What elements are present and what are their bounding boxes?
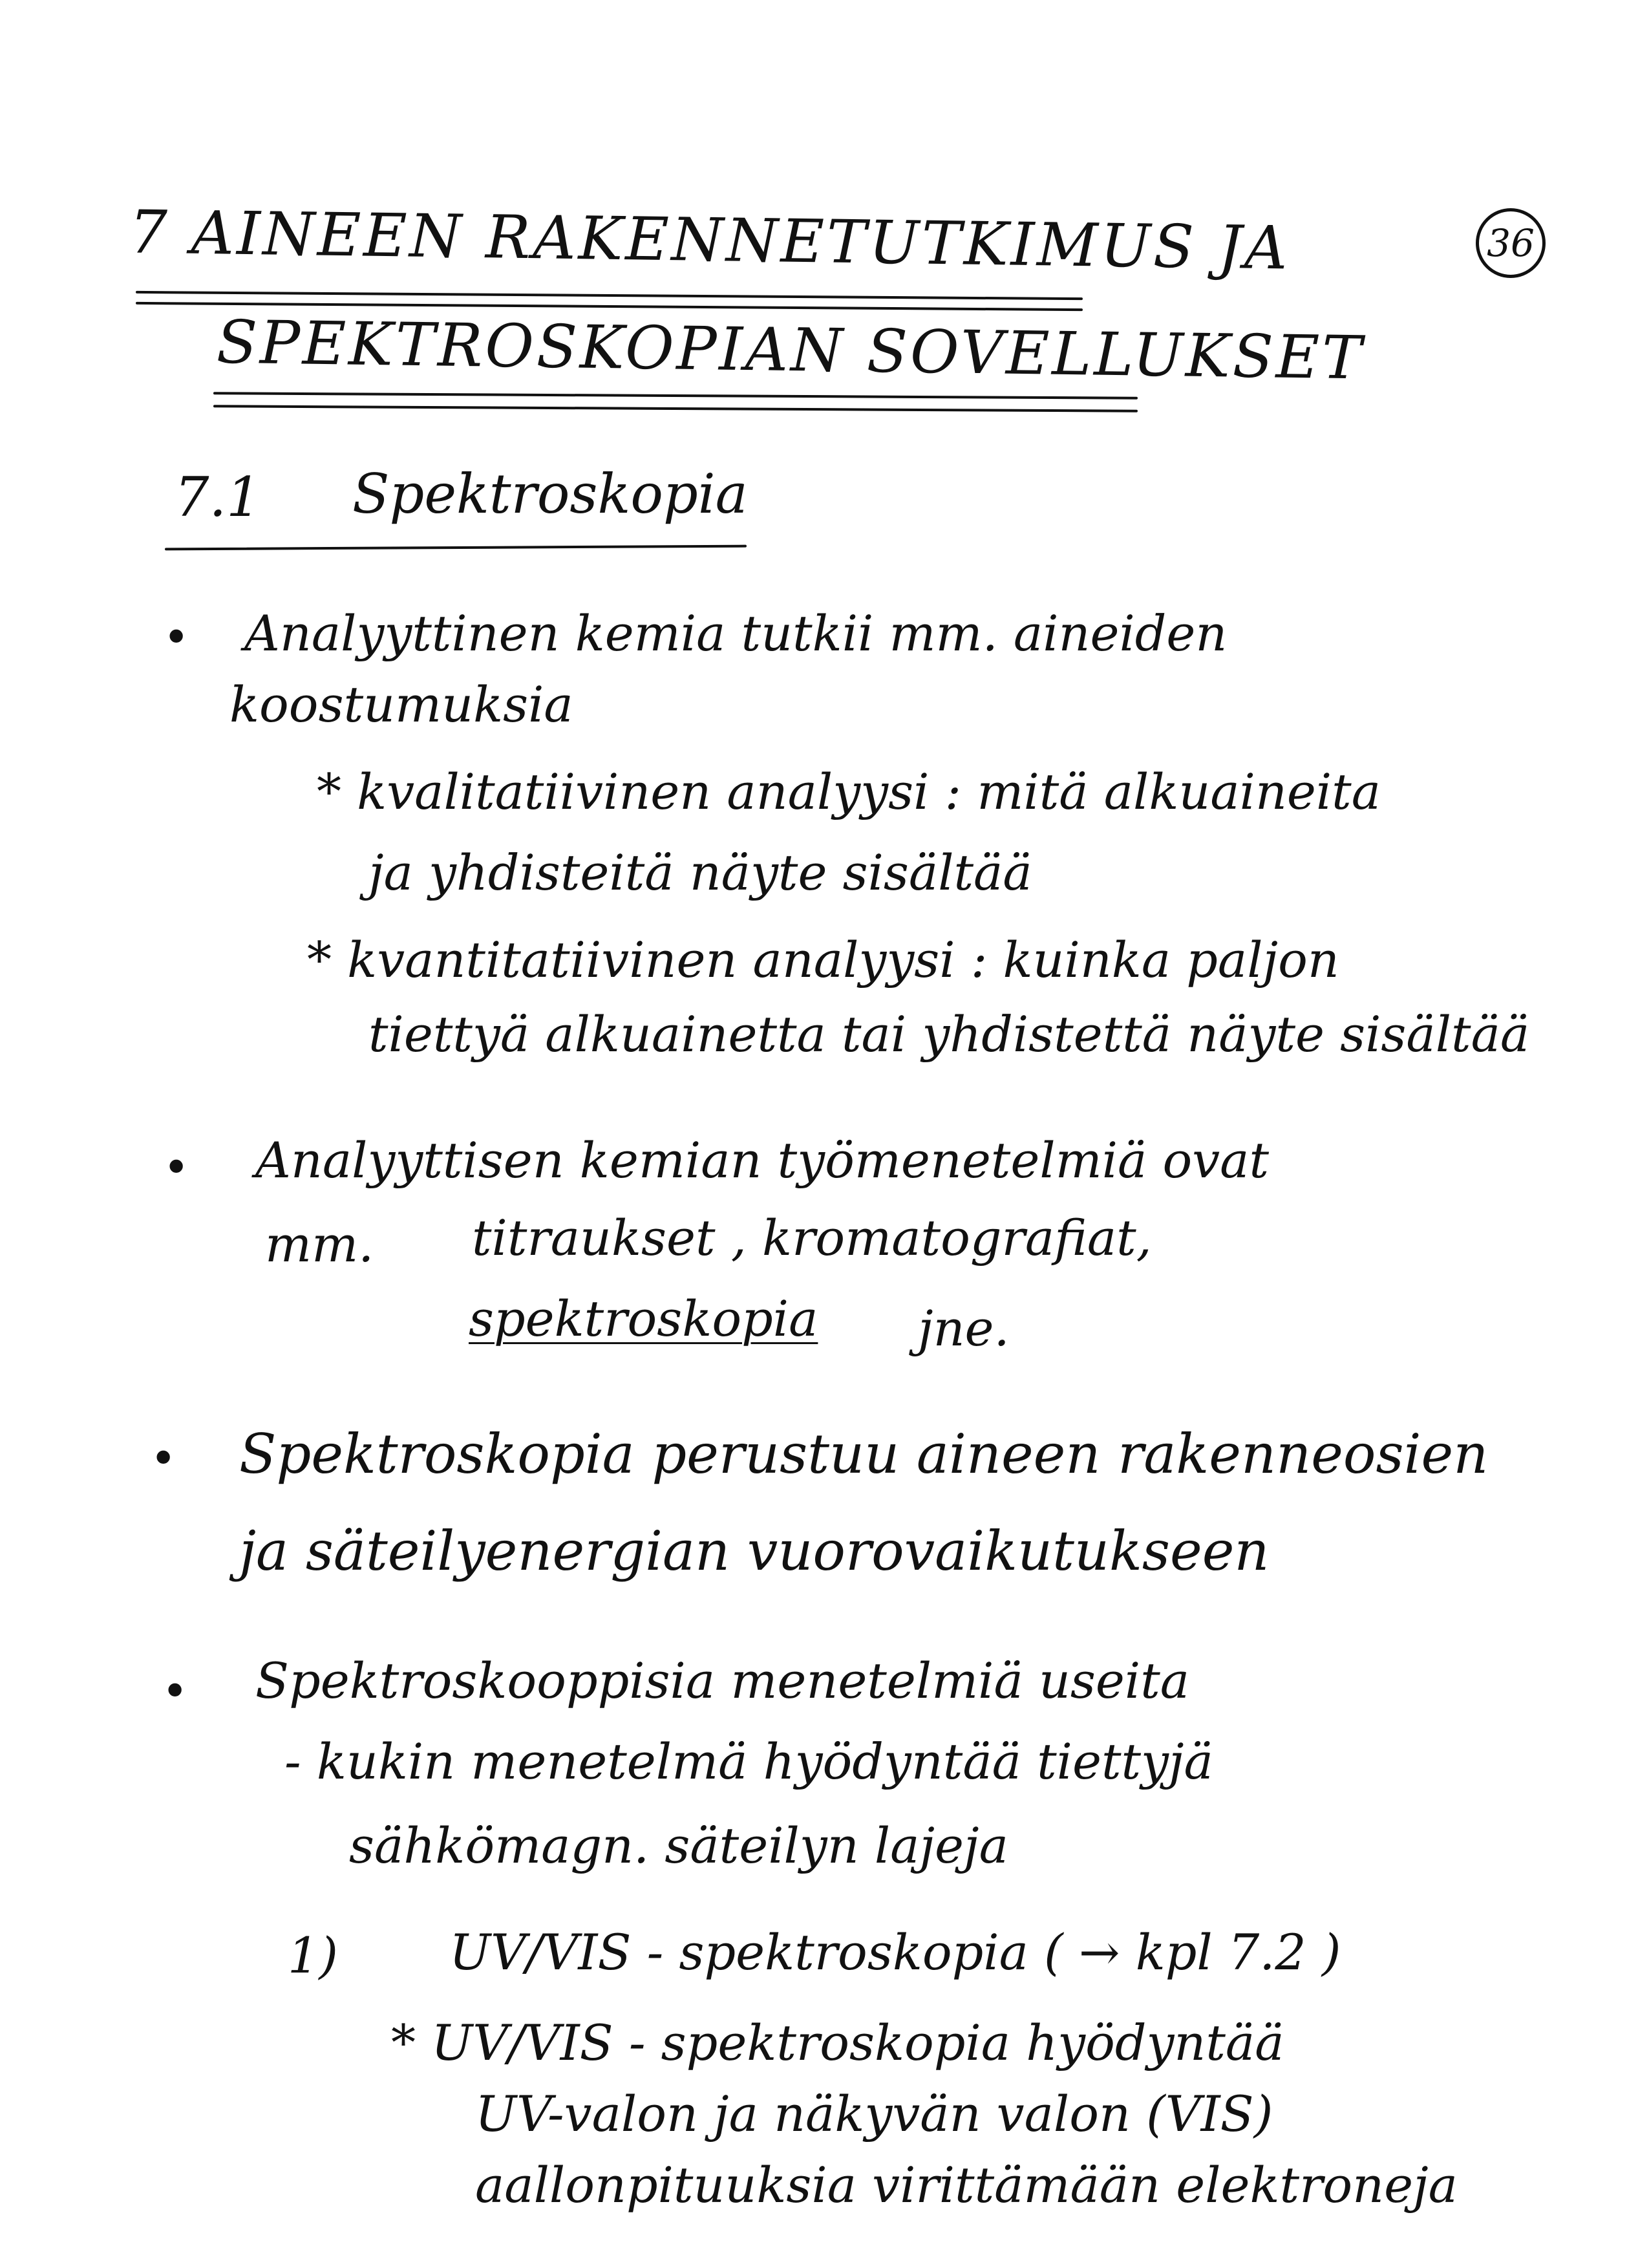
b3-line2: ja säteilyenergian vuorovaikutukseen: [239, 1519, 1270, 1583]
b2-line1: Analyyttisen kemian työmenetelmiä ovat: [255, 1131, 1270, 1189]
section-number: 7.1: [175, 465, 261, 529]
bullet-2: •: [163, 1141, 190, 1194]
bullet-4: •: [162, 1665, 189, 1718]
b4-item-number: 1): [288, 1927, 339, 1984]
b2-line2-text: titraukset , kromatografiat,: [472, 1209, 1152, 1267]
b1-line1: Analyyttinen kemia tutkii mm. aineiden: [244, 604, 1228, 662]
b2-line3-etc: jne.: [918, 1300, 1010, 1357]
b2-line3-spectroscopy: spektroskopia: [469, 1290, 818, 1347]
b4-star-line3: aallonpituuksia virittämään elektroneja: [475, 2156, 1458, 2214]
chapter-underline-1a: [136, 291, 1083, 300]
b1-sub1-line1: * kvalitatiivinen analyysi : mitä alkuaineita: [317, 763, 1381, 820]
bullet-1: •: [163, 611, 190, 664]
page-number-badge: 36: [1476, 208, 1546, 278]
chapter-underline-2b: [213, 405, 1138, 412]
b2-line2-mm: mm.: [265, 1215, 374, 1273]
bullet-3: •: [150, 1432, 177, 1485]
b1-line2: koostumuksia: [229, 676, 573, 733]
b4-line1: Spektroskooppisia menetelmiä useita: [255, 1652, 1190, 1709]
b1-sub2-line1: * kvantitatiivinen analyysi : kuinka paljon: [307, 931, 1339, 989]
b4-dash-line2: sähkömagn. säteilyn lajeja: [349, 1817, 1008, 1874]
b1-sub2-line2: tiettyä alkuainetta tai yhdistettä näyte sisältää: [368, 1005, 1530, 1063]
chapter-title-line1: 7 AINEEN RAKENNETUTKIMUS JA: [129, 197, 1291, 283]
b4-item-text: UV/VIS - spektroskopia ( → kpl 7.2 ): [449, 1923, 1341, 1981]
b4-star-line2: UV-valon ja näkyvän valon (VIS): [475, 2085, 1273, 2143]
b3-line1: Spektroskopia perustuu aineen rakenneosien: [239, 1422, 1489, 1486]
b1-sub1-line2: ja yhdisteitä näyte sisältää: [368, 844, 1032, 901]
section-title: Spektroskopia: [352, 462, 748, 526]
section-underline: [165, 545, 747, 551]
b4-star-line1: * UV/VIS - spektroskopia hyödyntää: [391, 2014, 1284, 2071]
b4-dash-line1: - kukin menetelmä hyödyntää tiettyjä: [284, 1733, 1213, 1790]
chapter-title-line2: SPEKTROSKOPIAN SOVELLUKSET: [216, 307, 1365, 393]
chapter-underline-2a: [213, 392, 1138, 399]
b4-star-line4-partial: [488, 2243, 1251, 2268]
